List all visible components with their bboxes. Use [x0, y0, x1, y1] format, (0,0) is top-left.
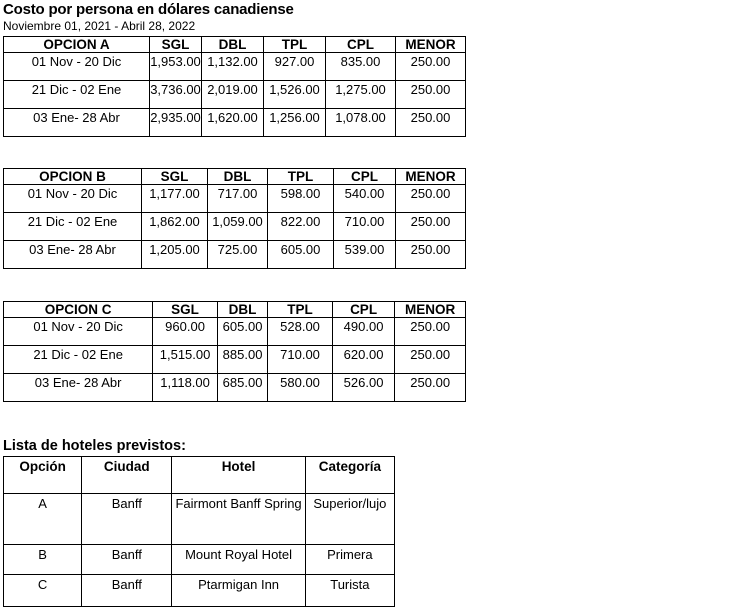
dbl-cell: 717.00 [208, 185, 268, 213]
menor-cell: 250.00 [396, 185, 466, 213]
menor-cell: 250.00 [396, 213, 466, 241]
tpl-cell: 528.00 [268, 318, 333, 346]
cpl-cell: 490.00 [332, 318, 395, 346]
table-row [4, 494, 395, 545]
date-range-subtitle: Noviembre 01, 2021 - Abril 28, 2022 [3, 19, 196, 33]
column-header-dbl: DBL [217, 302, 267, 318]
dbl-cell: 685.00 [217, 374, 267, 402]
menor-cell: 250.00 [396, 81, 466, 109]
tpl-cell: 822.00 [268, 213, 334, 241]
cpl-cell: 539.00 [334, 241, 396, 269]
tpl-cell: 598.00 [268, 185, 334, 213]
cpl-cell: 710.00 [334, 213, 396, 241]
period-cell: 21 Dic - 02 Ene [4, 346, 153, 374]
table-row [4, 185, 466, 213]
category-cell: Superior/lujo [305, 494, 394, 545]
city-cell: Banff [82, 545, 172, 575]
period-cell: 21 Dic - 02 Ene [4, 213, 142, 241]
option-name: OPCION C [4, 302, 153, 318]
hotel-cell: Ptarmigan Inn [172, 575, 305, 607]
table-row [4, 545, 395, 575]
sgl-cell: 3,736.00 [150, 81, 202, 109]
page-title: Costo por persona en dólares canadiense [3, 1, 294, 18]
sgl-cell: 1,177.00 [142, 185, 208, 213]
period-cell: 03 Ene- 28 Abr [4, 109, 150, 137]
menor-cell: 250.00 [395, 374, 466, 402]
period-cell: 01 Nov - 20 Dic [4, 53, 150, 81]
sgl-cell: 2,935.00 [150, 109, 202, 137]
column-header-category: Categoría [305, 457, 394, 494]
column-header-dbl: DBL [202, 37, 264, 53]
column-header-dbl: DBL [208, 169, 268, 185]
column-header-sgl: SGL [150, 37, 202, 53]
cpl-cell: 1,078.00 [326, 109, 396, 137]
category-cell: Turista [305, 575, 394, 607]
period-cell: 01 Nov - 20 Dic [4, 185, 142, 213]
sgl-cell: 1,515.00 [153, 346, 218, 374]
hotel-cell: Fairmont Banff Spring [172, 494, 305, 545]
sgl-cell: 960.00 [153, 318, 218, 346]
dbl-cell: 885.00 [217, 346, 267, 374]
option-cell: A [4, 494, 82, 545]
tpl-cell: 605.00 [268, 241, 334, 269]
tpl-cell: 1,256.00 [264, 109, 326, 137]
dbl-cell: 1,620.00 [202, 109, 264, 137]
period-cell: 03 Ene- 28 Abr [4, 374, 153, 402]
menor-cell: 250.00 [395, 346, 466, 374]
option-name: OPCION B [4, 169, 142, 185]
column-header-cpl: CPL [334, 169, 396, 185]
table-header-row [4, 457, 395, 494]
price-table-option-a [3, 36, 466, 137]
column-header-tpl: TPL [264, 37, 326, 53]
cpl-cell: 540.00 [334, 185, 396, 213]
dbl-cell: 1,059.00 [208, 213, 268, 241]
table-header-row [4, 302, 466, 318]
column-header-option: Opción [4, 457, 82, 494]
dbl-cell: 2,019.00 [202, 81, 264, 109]
sgl-cell: 1,862.00 [142, 213, 208, 241]
menor-cell: 250.00 [396, 109, 466, 137]
column-header-cpl: CPL [332, 302, 395, 318]
table-row [4, 81, 466, 109]
table-row [4, 575, 395, 607]
column-header-tpl: TPL [268, 169, 334, 185]
menor-cell: 250.00 [396, 241, 466, 269]
tpl-cell: 580.00 [268, 374, 333, 402]
dbl-cell: 725.00 [208, 241, 268, 269]
tpl-cell: 710.00 [268, 346, 333, 374]
period-cell: 03 Ene- 28 Abr [4, 241, 142, 269]
column-header-hotel: Hotel [172, 457, 305, 494]
column-header-menor: MENOR [395, 302, 466, 318]
hotels-heading: Lista de hoteles previstos: [3, 438, 186, 454]
column-header-sgl: SGL [142, 169, 208, 185]
price-table-option-b [3, 168, 466, 269]
city-cell: Banff [82, 575, 172, 607]
table-row [4, 346, 466, 374]
cpl-cell: 1,275.00 [326, 81, 396, 109]
cpl-cell: 526.00 [332, 374, 395, 402]
cpl-cell: 620.00 [332, 346, 395, 374]
menor-cell: 250.00 [396, 53, 466, 81]
tpl-cell: 1,526.00 [264, 81, 326, 109]
sgl-cell: 1,205.00 [142, 241, 208, 269]
table-row [4, 213, 466, 241]
option-cell: C [4, 575, 82, 607]
table-row [4, 109, 466, 137]
column-header-cpl: CPL [326, 37, 396, 53]
period-cell: 21 Dic - 02 Ene [4, 81, 150, 109]
table-header-row [4, 169, 466, 185]
dbl-cell: 1,132.00 [202, 53, 264, 81]
menor-cell: 250.00 [395, 318, 466, 346]
tpl-cell: 927.00 [264, 53, 326, 81]
option-cell: B [4, 545, 82, 575]
option-name: OPCION A [4, 37, 150, 53]
hotel-cell: Mount Royal Hotel [172, 545, 305, 575]
column-header-menor: MENOR [396, 169, 466, 185]
hotels-table [3, 456, 395, 607]
sgl-cell: 1,118.00 [153, 374, 218, 402]
column-header-sgl: SGL [153, 302, 218, 318]
table-row [4, 241, 466, 269]
table-header-row [4, 37, 466, 53]
table-row [4, 53, 466, 81]
sgl-cell: 1,953.00 [150, 53, 202, 81]
table-row [4, 374, 466, 402]
category-cell: Primera [305, 545, 394, 575]
column-header-menor: MENOR [396, 37, 466, 53]
price-table-option-c [3, 301, 466, 402]
dbl-cell: 605.00 [217, 318, 267, 346]
period-cell: 01 Nov - 20 Dic [4, 318, 153, 346]
cpl-cell: 835.00 [326, 53, 396, 81]
city-cell: Banff [82, 494, 172, 545]
table-row [4, 318, 466, 346]
column-header-tpl: TPL [268, 302, 333, 318]
column-header-city: Ciudad [82, 457, 172, 494]
